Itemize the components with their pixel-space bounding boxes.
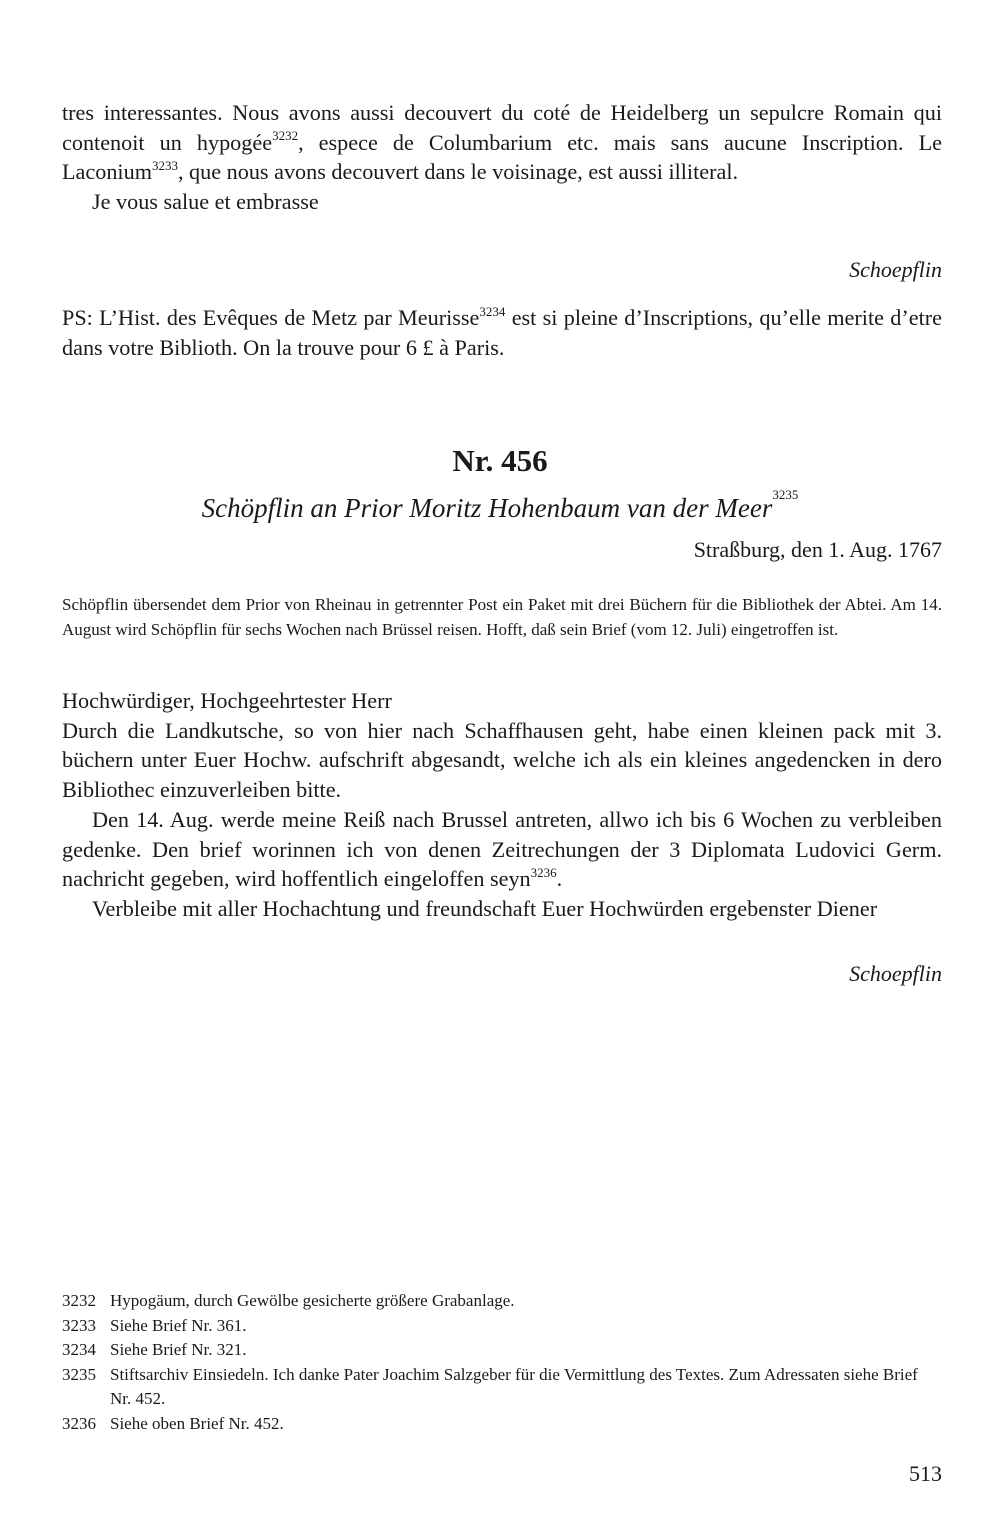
signature-1: Schoepflin — [849, 257, 942, 282]
footnote-ref-3235[interactable]: 3235 — [772, 487, 799, 502]
footnote-ref-3236[interactable]: 3236 — [530, 864, 557, 880]
signature-2: Schoepflin — [849, 961, 942, 986]
footnote-text: Siehe oben Brief Nr. 452. — [110, 1413, 284, 1433]
paragraph-1: Durch die Landkutsche, so von hier nach Schaffhausen geht, habe einen kleinen pack mit 3. büchern unter Euer Hochw. aufschrift abgesandt, welche ich als ein kleines angedencken in dero Bibliothec einzuverleiben bitte. — [62, 717, 942, 803]
page-number: 513 — [909, 1461, 942, 1486]
footnote — [62, 1338, 942, 1363]
footnote-text: Siehe Brief Nr. 361. — [110, 1315, 247, 1335]
paragraph-3: Verbleibe mit aller Hochachtung und freundschaft Euer Hochwürden ergebenster Diener — [92, 895, 878, 921]
footnote-number: 3236 — [62, 1413, 96, 1433]
footnote-number: 3234 — [62, 1340, 96, 1359]
postscript: PS: L’Hist. des Evêques de Metz par Meurisse$^{3234}$ est si pleine d’Inscriptions, qu’elle merite d’etre dans votre Biblioth. On la trouve pour 6 £ à Paris. — [62, 303, 942, 360]
footnotes — [62, 1289, 942, 1436]
footnote — [62, 1314, 942, 1339]
place-date: Straßburg, den 1. Aug. 1767 — [693, 537, 942, 562]
footnote — [62, 1412, 942, 1437]
footnote-number: 3235 — [62, 1364, 96, 1384]
footnote — [62, 1363, 942, 1412]
top-paragraph: tres interessantes. Nous avons aussi decouvert du coté de Heidelberg un sepulcre Romain qui contenoit un hypogée$^{3232}$, espece de Columbarium etc. mais sans aucune Inscription. Le Laconium$^{3233}$, que nous avons decouvert dans le voisinage, est aussi illiteral. — [62, 100, 942, 185]
footnote-ref-3232[interactable]: 3232 — [272, 128, 299, 144]
footnote-text: Siehe Brief Nr. 321. — [110, 1340, 247, 1359]
salutation: Hochwürdiger, Hochgeehrtester Herr — [62, 688, 392, 713]
footnote-number: 3232 — [62, 1291, 96, 1310]
letter-number: Nr. 456 — [452, 443, 548, 478]
letter-title: Schöpflin an Prior Moritz Hohenbaum van der Meer$^{3235}$ — [201, 487, 799, 523]
footnote-number: 3233 — [62, 1315, 96, 1335]
paragraph-2: Den 14. Aug. werde meine Reiß nach Brussel antreten, allwo ich bis 6 Wochen zu verbleiben gedenke. Den brief worinnen ich von denen Zeitrechungen der 3 Diplomata Ludovici Germ. nachricht gegeben, wird hoffentlich eingeloffen seyn$^{3236}$. — [62, 806, 942, 892]
letter-body — [62, 686, 942, 924]
letter-continuation — [62, 98, 942, 217]
footnote-ref-3233[interactable]: 3233 — [151, 158, 178, 174]
greeting: Je vous salue et embrasse — [92, 189, 319, 215]
footnote-ref-3234[interactable]: 3234 — [479, 303, 506, 319]
letter-summary: Schöpflin übersendet dem Prior von Rheinau in getrennter Post ein Paket mit drei Büchern für die Bibliothek der Abtei. Am 14. August wird Schöpflin für sechs Wochen nach Brüssel reisen. Hofft, daß sein Brief (vom 12. Juli) eingetroffen ist. — [62, 595, 942, 639]
footnote — [62, 1289, 942, 1314]
footnote-text: Stiftsarchiv Einsiedeln. Ich danke Pater Joachim Salzgeber für die Vermittlung des Textes. Zum Adressaten siehe Brief Nr. 452. — [110, 1364, 918, 1408]
footnote-text: Hypogäum, durch Gewölbe gesicherte größere Grabanlage. — [110, 1291, 515, 1310]
